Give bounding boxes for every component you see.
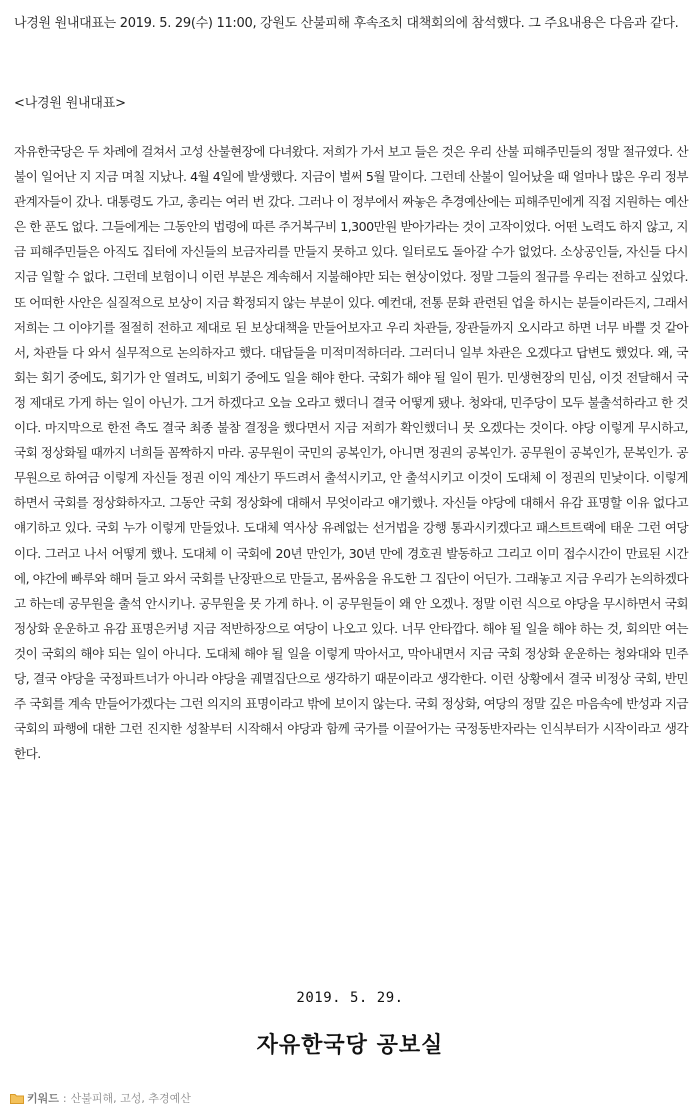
- issuing-office: 자유한국당 공보실: [256, 1033, 444, 1058]
- keywords-separator: :: [62, 1091, 67, 1105]
- keywords-label: 키워드: [27, 1092, 59, 1105]
- intro-paragraph: 나경원 원내대표는 2019. 5. 29(수) 11:00, 강원도 산불피해 후속조치 대책회의에 참석했다. 그 주요내용은 다음과 같다.: [14, 16, 679, 31]
- keywords-row: [10, 1090, 191, 1106]
- speech-body: 자유한국당은 두 차례에 걸쳐서 고성 산불현장에 다녀왔다. 저희가 가서 보고 들은 것은 우리 산불 피해주민들의 정말 절규였다. 산불이 일어난 지 지금 며칠 지났나. 4월 4일에 발생했다. 지금이 벌써 5월 말이다. 그런데 산불이 일어났을 때 얼마나 많은 우리 정부 관계자들이 갔나. 대통령도 가고, 총리는 여러 번 갔다. 그러나 이 정부에서 짜놓은 추경예산에는 피해주민에게 직접 지원하는 예산은 한 푼도 없다. 그들에게는 그동안의 법령에 따른 주거복구비 1,300만원 받아가라는 것이 고작이었다. 어떤 노력도 하지 않고, 지금 피해주민들은 아직도 집터에 자신들의 보금자리를 만들지 못하고 있다. 일터로도 돌아갈 수가 없었다. 소상공인들, 자신들 다시 지금 일할 수 없다. 그런데 보험이니 이런 부분은 계속해서 지불해야만 되는 현상이었다. 정말 그들의 절규를 우리는 전하고 싶었다. 또 어떠한 사안은 실질적으로 보상이 지금 확정되지 않는 부분이 있다. 예컨대, 전통 문화 관련된 업을 하시는 분들이라든지, 그래서 저희는 그 이야기를 절절히 전하고 제대로 된 보상대책을 만들어보자고 우리 차관들, 장관들까지 오시라고 하면 너무 바쁠 것 같아서, 차관들 다 와서 실무적으로 논의하자고 했다. 대답들을 미적미적하더라. 그러더니 일부 차관은 오겠다고 답변도 했었다. 왜, 국회는 회기 중에도, 회기가 안 열려도, 비회기 중에도 일을 해야 한다. 국회가 해야 될 일이 뭔가. 민생현장의 민심, 이것 전달해서 국정 제대로 가게 하는 일이 아닌가. 그거 하겠다고 오늘 오라고 했더니 결국 어떻게 됐나. 청와대, 민주당이 모두 불출석하라고 한 것이다. 마지막으로 한전 측도 결국 최종 불참 결정을 했다면서 지금 저희가 확인했더니 못 오겠다는 것이다. 야당 이렇게 무시하고, 국회 정상화될 때까지 너희들 꼼짝하지 마라. 공무원이 국민의 공복인가, 아니면 정권의 공복인가. 공무원이 공복인가, 문복인가. 공무원으로 하여금 이렇게 자신들 정권 이익 계산기 뚜드려서 출석시키고, 안 출석시키고 이것이 도대체 이 정권의 민낯이다. 이렇게 하면서 국회를 정상화하자고. 그동안 국회 정상화에 대해서 무엇이라고 얘기했나. 자신들 야당에 대해서 유감 표명할 이유 없다고 얘기하고 있다. 국회 누가 이렇게 만들었나. 도대체 역사상 유례없는 선거법을 강행 통과시키겠다고 패스트트랙에 태운 그런 여당이다. 그러고 나서 어떻게 했나. 도대체 이 국회에 20년 만인가, 30년 만에 경호권 발동하고 그리고 이미 접수시간이 만료된 시간에, 야간에 빠루와 해머 들고 와서 국회를 난장판으로 만들고, 몸싸움을 유도한 그 집단이 어딘가. 그래놓고 지금 우리가 논의하겠다고 하는데 공무원을 출석 안시키나. 공무원을 못 가게 하나. 이 공무원들이 왜 안 오겠나. 정말 이런 식으로 야당을 무시하면서 국회 정상화 운운하고 유감 표명은커녕 지금 적반하장으로 여당이 나오고 있다. 너무 안타깝다. 해야 될 일을 해야 하는 것, 회의만 여는 것이 국회의 해야 되는 일이 아니다. 도대체 해야 될 일을 이렇게 막아서고, 막아내면서 지금 국회 정상화 운운하는 청와대와 민주당, 결국 야당을 국정파트너가 아니라 야당을 궤멸집단으로 생각하기 때문이라고 생각한다. 이런 상황에서 결국 비정상 국회, 반민주 국회를 계속 만들어가겠다는 그런 의지의 표명이라고 밖에 보이지 않는다. 국회 정상화, 여당의 정말 깊은 마음속에 반성과 지금 국회의 파행에 대한 그런 진지한 성찰부터 시작해서 야당과 함께 국가를 이끌어가는 국정동반자라는 인식부터가 시작이라고 생각한다.: [14, 144, 688, 762]
- speaker-heading: <나경원 원내대표>: [14, 96, 126, 111]
- folder-tag-icon: [10, 1093, 24, 1104]
- keywords-values[interactable]: 산불피해, 고성, 추경예산: [70, 1092, 191, 1105]
- release-date: 2019. 5. 29.: [296, 990, 404, 1006]
